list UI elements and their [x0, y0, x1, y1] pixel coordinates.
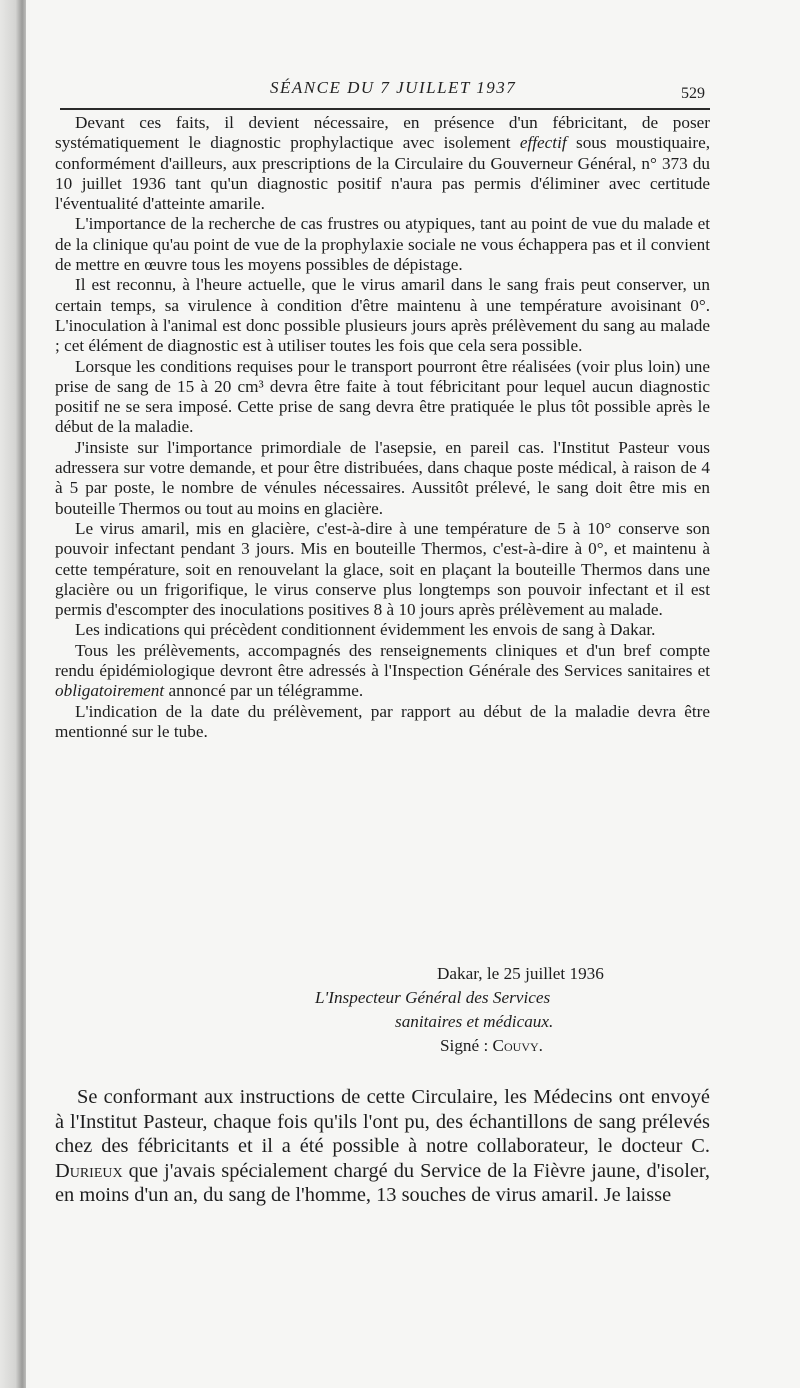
- place-date: Dakar, le 25 juillet 1936: [437, 964, 604, 983]
- signatory-title-continued: sanitaires et médicaux.: [395, 1012, 554, 1031]
- paragraph: L'indication de la date du prélèvement, par rapport au début de la maladie devra être mentionné sur le tube.: [55, 701, 710, 741]
- signature-block: [315, 962, 715, 1058]
- paragraph-text: que j'avais spécialement chargé du Service de la Fièvre jaune, d'isoler, en moins d'un an, du sang de l'homme, 13 souches de virus amaril. Je laisse: [55, 1159, 710, 1206]
- paragraph: [55, 113, 710, 214]
- paragraph-text: Devant ces faits, il devient nécessaire, en présence d'un fébricitant, de poser systématiquement le diagnostic prophylactique avec isolement: [55, 113, 710, 153]
- paragraph: [55, 641, 710, 702]
- paragraph-text: Se conformant aux instructions de cette Circulaire, les Médecins ont envoyé à l'Institut Pasteur, chaque fois qu'ils l'ont pu, des échantillons de sang prélevés chez des fébricitants et il a été possible à notre collaborateur, le docteur C.: [55, 1086, 710, 1157]
- circular-text: [55, 113, 710, 742]
- paragraph-text: Tous les prélèvements, accompagnés des renseignements cliniques et d'un bref compte rendu épidémiologique devront être adressés à l'Inspection Générale des Services sanitaires et: [55, 640, 710, 681]
- collaborator-name: Durieux: [55, 1159, 123, 1182]
- paragraph: [55, 1085, 710, 1208]
- running-title: SÉANCE DU 7 JUILLET 1937: [270, 78, 517, 97]
- body-text: [55, 1085, 710, 1208]
- paragraph: J'insiste sur l'importance primordiale de l'asepsie, en pareil cas. l'Institut Pasteur vous adressera sur votre demande, et pour être distribuées, dans chaque poste médical, à raison de 4 à 5 par poste, le nombre de vénules nécessaires. Aussitôt prélevé, le sang doit être mis en bouteille Thermos ou tout au moins en glacière.: [55, 437, 710, 518]
- signed-line: [315, 1034, 715, 1058]
- paragraph: Le virus amaril, mis en glacière, c'est-à-dire à une température de 5 à 10° conserve son pouvoir infectant pendant 3 jours. Mis en bouteille Thermos, c'est-à-dire à 0°, et maintenu à cette température, soit en renouvelant la glace, soit en plaçant la bouteille Thermos dans une glacière ou un frigorifique, le virus conserve plus longtemps son pouvoir infectant et il est permis d'escompter des inoculations positives 8 à 10 jours après prélèvement au malade.: [55, 518, 710, 620]
- paragraph-text: sous moustiquaire, conformément d'ailleurs, aux prescriptions de la Circulaire du Gouverneur Général, n° 373 du 10 juillet 1936 tant qu'un diagnostic positif n'aura pas permis d'éliminer avec certitude l'éventualité d'atteinte amarile.: [55, 133, 710, 214]
- signatory-title: L'Inspecteur Général des Services: [315, 988, 551, 1007]
- paragraph-text: annoncé par un télégramme.: [164, 681, 364, 701]
- paragraph: Il est reconnu, à l'heure actuelle, que le virus amaril dans le sang frais peut conserver, un certain temps, sa virulence à condition d'être maintenu à une température avoisinant 0°. L'inoculation à l'animal est donc possible plusieurs jours après prélèvement du sang au malade ; cet élément de diagnostic est à utiliser toutes les fois que cela sera possible.: [55, 275, 710, 356]
- header-rule: [60, 108, 710, 110]
- page-binding-edge: [0, 0, 26, 1388]
- signed-label: Signé :: [440, 1036, 493, 1055]
- emphasis-obligatoirement: obligatoirement: [55, 681, 165, 701]
- paragraph: Lorsque les conditions requises pour le transport pourront être réalisées (voir plus loin) une prise de sang de 15 à 20 cm³ devra être faite à tout fébricitant pour lequel aucun diagnostic positif ne se sera imposé. Cette prise de sang devra être pratiquée le plus tôt possible après le début de la maladie.: [55, 356, 710, 437]
- paragraph: L'importance de la recherche de cas frustres ou atypiques, tant au point de vue du malade et de la clinique qu'au point de vue de la prophylaxie sociale ne vous échappera pas et il convient de mettre en œuvre tous les moyens possibles de dépistage.: [55, 214, 710, 275]
- paragraph: Les indications qui précèdent conditionnent évidemment les envois de sang à Dakar.: [75, 620, 656, 640]
- emphasis-effectif: effectif: [519, 133, 567, 153]
- signatory-name: Couvy.: [492, 1036, 543, 1055]
- page-number: 529: [681, 85, 705, 102]
